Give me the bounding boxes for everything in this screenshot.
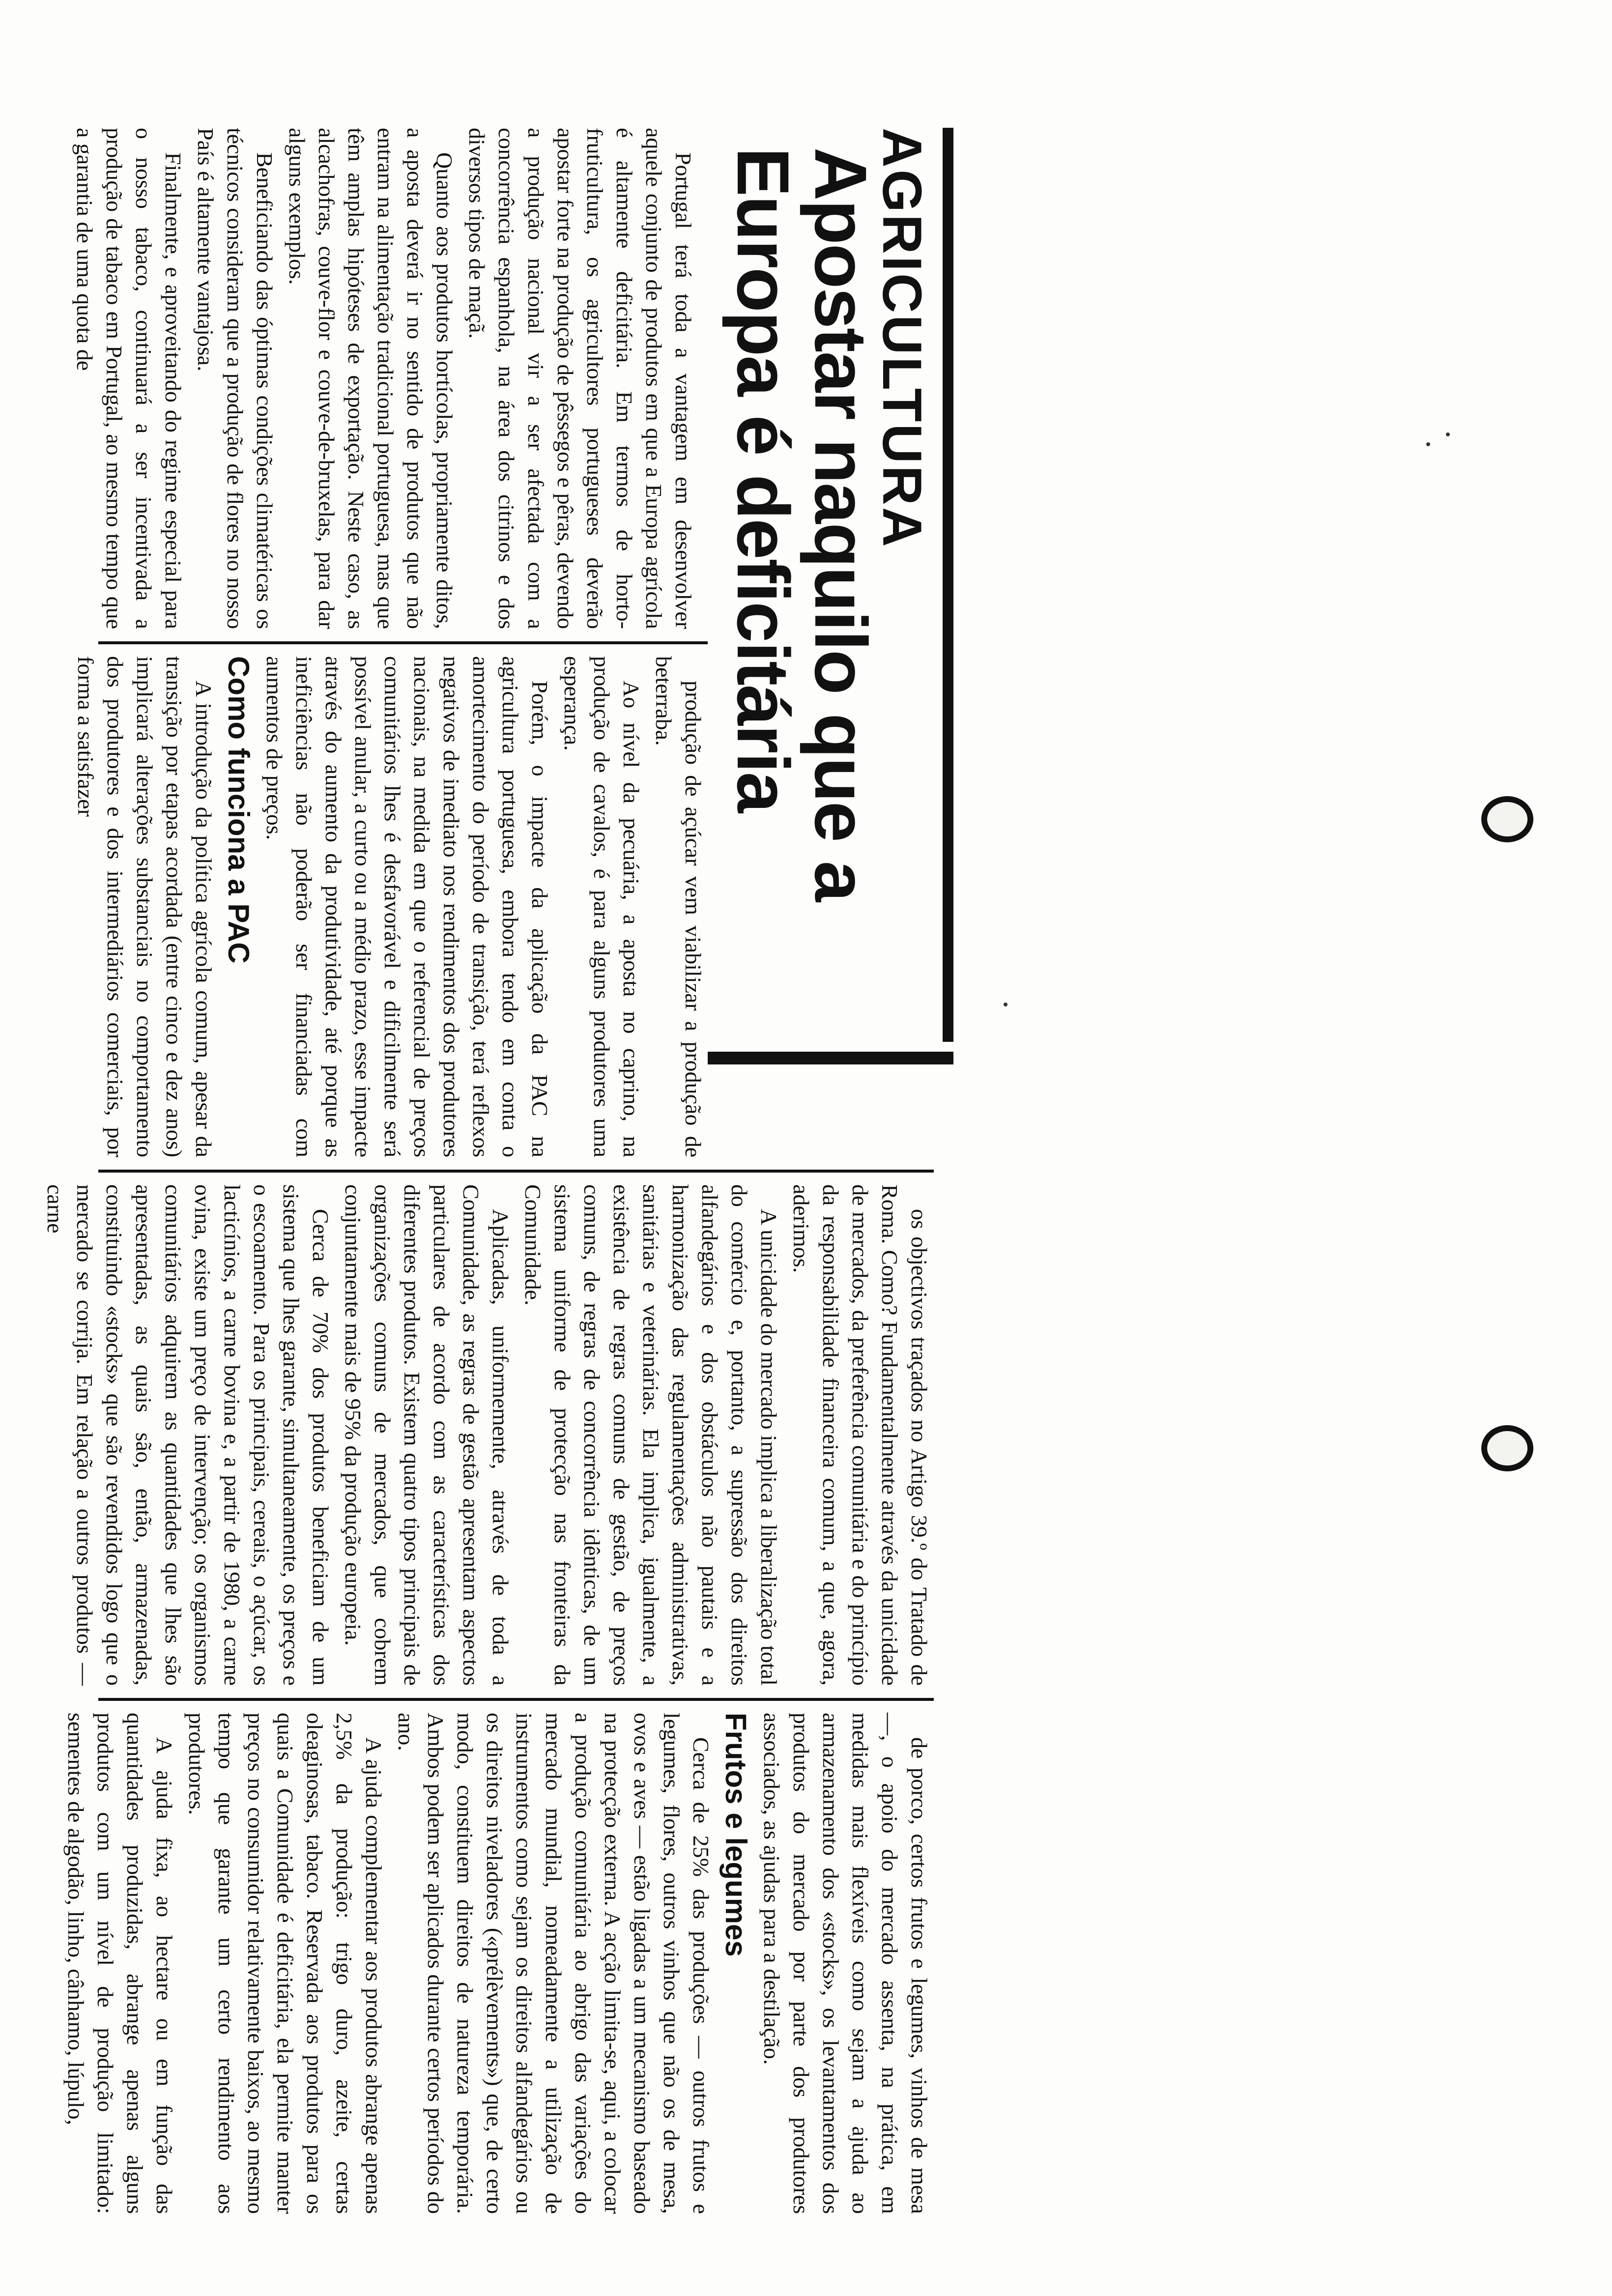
article-column-2 <box>68 656 708 1157</box>
section-rule <box>943 128 953 1042</box>
paragraph: Quanto aos produtos hortícolas, propriamente ditos, a aposta deverá ir no sentido de produtos que não entram na alimentação tradicional portuguesa, mas que têm amplas hipóteses de exportação. Neste caso, as alcachofras, couve-flor e couve-de-bruxelas, para dar alguns exemplos. <box>285 128 457 629</box>
paragraph: de porco, certos frutos e legumes, vinhos de mesa —, o apoio do mercado assenta, na prática, em medidas mais flexíveis como sejam a ajuda ao armazenamento dos «stocks», os levantamentos dos produtos do mercado por parte dos produtores associados, as ajudas para a destilação. <box>759 1713 932 2214</box>
subheading-frutos-legumes: Frutos e legumes <box>720 1713 752 1957</box>
scan-speck <box>1426 442 1430 446</box>
punch-hole <box>1481 1425 1533 1471</box>
paragraph: Cerca de 70% dos produtos beneficiam de um sistema que lhes garante, simultaneamente, os preços e o escoamento. Para os principais, cereais, o açúcar, os lacticínios, a carne bovina e, a partir de 1980, a carne ovina, existe um preço de intervenção; os organismos comunitários adquirem as quantidades que lhes são apresentadas, as quais são, então, armazenadas, constituindo «stocks» que são revendidos logo que o mercado se corrija. Em relação a outros produtos — carne <box>43 1184 333 1686</box>
article-column-1 <box>67 128 698 629</box>
paragraph: A ajuda fixa, ao hectare ou em função das quantidades produzidas, abrange apenas alguns produtos com um nível de produção limitado: sementes de algodão, linho, cânhamo, lúpulo, <box>63 1713 177 2214</box>
article-column-4 <box>58 1713 934 2214</box>
paragraph: A unicidade do mercado implica a liberalização total do comércio e, portanto, a supressão dos direitos alfandegários e dos obstáculos não pautais e a harmonização das regulamentações administrativas, sanitárias e veterinárias. Ela implica, igualmente, a existência de regras comuns de gestão, de preços comuns, de regras de concorrência idênticas, de um sistema uniforme de protecção nas fronteiras da Comunidade. <box>520 1184 781 1686</box>
subheading-como-funciona: Como funciona a PAC <box>222 656 255 964</box>
paragraph: produção de açúcar vem viabilizar a produção de beterraba. <box>651 656 706 1157</box>
section-label: AGRICULTURA <box>871 128 933 549</box>
paragraph: A ajuda complementar aos produtos abrange apenas 2,5% da produção: trigo duro, azeite, certas oleaginosas, tabaco. Reservada aos produtos para os quais a Comunidade é deficitária, ela permite manter preços no consumidor relativamente baixos, ao mesmo tempo que garante um certo rendimento aos produtores. <box>184 1713 386 2214</box>
headline-side-bar <box>708 1052 953 1064</box>
paragraph: Cerca de 25% das produções — outros frutos e legumes, flores, outros vinhos que não os de mesa, ovos e aves — estão ligadas a um mecanismo baseado na protecção externa. A acção limita-se, aqui, a colocar a produção comunitária ao abrigo das variações do mercado mundial, nomeadamente a utilização de instrumentos como sejam os direitos alfandegários ou os direitos niveladores («prélèvements») que, de certo modo, constituem direitos de natureza temporária. Ambos podem ser aplicados durante certos períodos do ano. <box>394 1713 714 2214</box>
headline: Apostar naquilo que a Europa é deficitária <box>722 147 882 901</box>
punch-hole <box>1481 796 1533 842</box>
paragraph: Beneficiando das óptimas condições climatéricas os técnicos consideram que a produção de flores no nosso País é altamente vantajosa. <box>193 128 277 629</box>
scan-speck <box>1446 432 1450 436</box>
paragraph: Finalmente, e aproveitando do regime especial para o nosso tabaco, continuará a ser incentivada a produção de tabaco em Portugal, ao mesmo tempo que a garantia de uma quota de <box>72 128 186 629</box>
newspaper-clipping <box>43 128 953 2241</box>
column-divider <box>98 1170 934 1173</box>
paragraph: Portugal terá toda a vantagem em desenvolver aquele conjunto de produtos em que a Europa agrícola é altamente deficitária. Em termos de horto-fruticultura, os agricultores portugueses deverão apostar forte na produção de pêssegos e pêras, devendo a produção nacional vir a ser afectada com a concorrência espanhola, na área dos citrinos e dos diversos tipos de maçã. <box>464 128 696 629</box>
paragraph: Porém, o impacte da aplicação da PAC na agricultura portuguesa, embora tendo em conta o amortecimento do período de transição, terá reflexos negativos de imediato nos rendimentos dos produtores nacionais, na medida em que o referencial de preços comunitários lhes é desfavorável e dificilmente será possível anular, a curto ou a médio prazo, esse impacte através do aumento da produtividade, até porque as ineficiências não poderão ser financiadas com aumentos de preços. <box>262 656 552 1157</box>
scan-speck <box>1004 1003 1008 1006</box>
column-divider <box>98 641 708 644</box>
article-column-3 <box>37 1184 934 1686</box>
paragraph: Aplicadas, uniformemente, através de toda a Comunidade, as regras de gestão apresentam aspectos particulares de acordo com as características dos diferentes produtos. Existem quatro tipos principais de organizações comuns de mercados, que cobrem conjuntamente mais de 95% da produção europeia. <box>341 1184 513 1686</box>
column-divider <box>98 1698 934 1701</box>
paragraph: A introdução da política agrícola comum, apesar da transição por etapas acordada (entre cinco e dez anos) implicará alterações substanciais no comportamento dos produtores e dos intermediários comerciais, por forma a satisfazer <box>73 656 216 1157</box>
paragraph: os objectivos traçados no Artigo 39.º do Tratado de Roma. Como? Fundamentalmente através da unicidade de mercados, da preferência comunitária e do princípio da responsabilidade financeira comum, a que, agora, aderimos. <box>789 1184 932 1686</box>
paragraph: Ao nível da pecuária, a aposta no caprino, na produção de cavalos, é para alguns produtores uma esperança. <box>560 656 644 1157</box>
